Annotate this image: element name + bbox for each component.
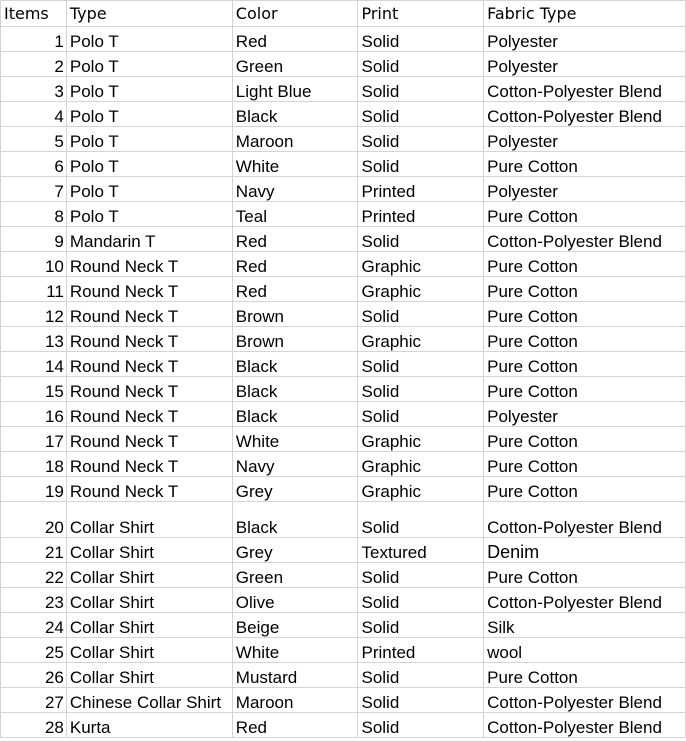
fabric-type-cell[interactable]: Pure Cotton (484, 563, 686, 588)
color-cell[interactable]: Teal (232, 202, 358, 227)
type-cell[interactable]: Round Neck T (66, 352, 232, 377)
fabric-type-cell[interactable]: Pure Cotton (484, 427, 686, 452)
type-cell[interactable]: Round Neck T (66, 327, 232, 352)
fabric-type-cell[interactable]: Pure Cotton (484, 252, 686, 277)
items-cell[interactable]: 8 (1, 202, 67, 227)
type-cell[interactable]: Polo T (66, 202, 232, 227)
table-row (1, 227, 686, 252)
fabric-type-cell[interactable]: wool (484, 638, 686, 663)
type-cell[interactable]: Round Neck T (66, 252, 232, 277)
print-cell[interactable]: Graphic (358, 477, 484, 502)
table-row (1, 177, 686, 202)
header-cell-print[interactable]: Print (358, 1, 484, 27)
type-cell[interactable]: Round Neck T (66, 477, 232, 502)
table-row (1, 713, 686, 738)
table-row (1, 327, 686, 352)
table-row (1, 127, 686, 152)
items-cell[interactable]: 2 (1, 52, 67, 77)
table-row (1, 152, 686, 177)
table-row (1, 427, 686, 452)
print-cell[interactable]: Solid (358, 502, 484, 538)
color-cell[interactable]: Green (232, 563, 358, 588)
print-cell[interactable]: Solid (358, 152, 484, 177)
type-cell[interactable]: Polo T (66, 52, 232, 77)
type-cell[interactable]: Collar Shirt (66, 563, 232, 588)
table-row (1, 377, 686, 402)
color-cell[interactable]: Brown (232, 302, 358, 327)
print-cell[interactable]: Printed (358, 638, 484, 663)
print-cell[interactable]: Solid (358, 588, 484, 613)
fabric-type-cell[interactable]: Cotton-Polyester Blend (484, 688, 686, 713)
type-cell[interactable]: Chinese Collar Shirt (66, 688, 232, 713)
items-cell[interactable]: 19 (1, 477, 67, 502)
fabric-type-cell[interactable]: Polyester (484, 27, 686, 52)
fabric-type-cell[interactable]: Pure Cotton (484, 452, 686, 477)
table-row (1, 102, 686, 127)
items-cell[interactable]: 21 (1, 538, 67, 563)
table-row (1, 563, 686, 588)
fabric-type-cell[interactable]: Pure Cotton (484, 202, 686, 227)
print-cell[interactable]: Graphic (358, 252, 484, 277)
color-cell[interactable]: Navy (232, 452, 358, 477)
print-cell[interactable]: Solid (358, 77, 484, 102)
print-cell[interactable]: Graphic (358, 327, 484, 352)
fabric-type-cell[interactable]: Polyester (484, 52, 686, 77)
type-cell[interactable]: Polo T (66, 102, 232, 127)
items-cell[interactable]: 11 (1, 277, 67, 302)
items-cell[interactable]: 17 (1, 427, 67, 452)
items-cell[interactable]: 1 (1, 27, 67, 52)
items-cell[interactable]: 15 (1, 377, 67, 402)
table-row (1, 663, 686, 688)
print-cell[interactable]: Graphic (358, 452, 484, 477)
color-cell[interactable]: Black (232, 102, 358, 127)
type-cell[interactable]: Collar Shirt (66, 588, 232, 613)
fabric-type-cell[interactable]: Pure Cotton (484, 477, 686, 502)
items-cell[interactable]: 23 (1, 588, 67, 613)
type-cell[interactable]: Mandarin T (66, 227, 232, 252)
items-cell[interactable]: 25 (1, 638, 67, 663)
color-cell[interactable]: Mustard (232, 663, 358, 688)
items-cell[interactable]: 9 (1, 227, 67, 252)
print-cell[interactable]: Solid (358, 227, 484, 252)
print-cell[interactable]: Solid (358, 402, 484, 427)
type-cell[interactable]: Polo T (66, 27, 232, 52)
color-cell[interactable]: Maroon (232, 688, 358, 713)
print-cell[interactable]: Solid (358, 302, 484, 327)
type-cell[interactable]: Polo T (66, 127, 232, 152)
print-cell[interactable]: Solid (358, 102, 484, 127)
color-cell[interactable]: Red (232, 277, 358, 302)
type-cell[interactable]: Round Neck T (66, 377, 232, 402)
print-cell[interactable]: Solid (358, 688, 484, 713)
items-cell[interactable]: 24 (1, 613, 67, 638)
table-row (1, 477, 686, 502)
items-cell[interactable]: 4 (1, 102, 67, 127)
items-cell[interactable]: 12 (1, 302, 67, 327)
color-cell[interactable]: Black (232, 502, 358, 538)
table-row (1, 352, 686, 377)
type-cell[interactable]: Collar Shirt (66, 663, 232, 688)
table-row (1, 613, 686, 638)
print-cell[interactable]: Solid (358, 127, 484, 152)
fabric-type-cell[interactable]: Cotton-Polyester Blend (484, 502, 686, 538)
fabric-type-cell[interactable]: Cotton-Polyester Blend (484, 77, 686, 102)
print-cell[interactable]: Printed (358, 202, 484, 227)
type-cell[interactable]: Round Neck T (66, 427, 232, 452)
color-cell[interactable]: Maroon (232, 127, 358, 152)
table-row (1, 502, 686, 538)
print-cell[interactable]: Solid (358, 352, 484, 377)
header-row (1, 1, 686, 27)
type-cell[interactable]: Collar Shirt (66, 538, 232, 563)
table-row (1, 538, 686, 563)
fabric-type-cell[interactable]: Pure Cotton (484, 327, 686, 352)
print-cell[interactable]: Printed (358, 177, 484, 202)
table-row (1, 27, 686, 52)
header-cell-color[interactable]: Color (232, 1, 358, 27)
fabric-type-cell[interactable]: Pure Cotton (484, 302, 686, 327)
table-row (1, 638, 686, 663)
color-cell[interactable]: Grey (232, 538, 358, 563)
table-row (1, 302, 686, 327)
header-cell-fabric-type[interactable]: Fabric Type (484, 1, 686, 27)
items-cell[interactable]: 18 (1, 452, 67, 477)
type-cell[interactable]: Collar Shirt (66, 638, 232, 663)
items-cell[interactable]: 5 (1, 127, 67, 152)
type-cell[interactable]: Round Neck T (66, 277, 232, 302)
color-cell[interactable]: White (232, 638, 358, 663)
color-cell[interactable]: Black (232, 377, 358, 402)
items-cell[interactable]: 16 (1, 402, 67, 427)
print-cell[interactable]: Graphic (358, 277, 484, 302)
type-cell[interactable]: Polo T (66, 152, 232, 177)
fabric-type-cell[interactable]: Polyester (484, 402, 686, 427)
print-cell[interactable]: Solid (358, 377, 484, 402)
table-row (1, 77, 686, 102)
items-cell[interactable]: 28 (1, 713, 67, 738)
table-row (1, 452, 686, 477)
items-cell[interactable]: 27 (1, 688, 67, 713)
type-cell[interactable]: Collar Shirt (66, 613, 232, 638)
items-cell[interactable]: 7 (1, 177, 67, 202)
items-cell[interactable]: 3 (1, 77, 67, 102)
fabric-type-cell[interactable]: Pure Cotton (484, 152, 686, 177)
color-cell[interactable]: Beige (232, 613, 358, 638)
print-cell[interactable]: Graphic (358, 427, 484, 452)
color-cell[interactable]: Navy (232, 177, 358, 202)
fabric-type-cell[interactable]: Polyester (484, 127, 686, 152)
print-cell[interactable]: Solid (358, 52, 484, 77)
type-cell[interactable]: Round Neck T (66, 302, 232, 327)
header-cell-type[interactable]: Type (66, 1, 232, 27)
print-cell[interactable]: Solid (358, 563, 484, 588)
table-row (1, 688, 686, 713)
color-cell[interactable]: Black (232, 352, 358, 377)
fabric-type-cell[interactable]: Cotton-Polyester Blend (484, 102, 686, 127)
items-cell[interactable]: 14 (1, 352, 67, 377)
color-cell[interactable]: Olive (232, 588, 358, 613)
table-row (1, 202, 686, 227)
items-cell[interactable]: 20 (1, 502, 67, 538)
items-cell[interactable]: 10 (1, 252, 67, 277)
type-cell[interactable]: Round Neck T (66, 402, 232, 427)
print-cell[interactable]: Solid (358, 713, 484, 738)
items-cell[interactable]: 13 (1, 327, 67, 352)
header-cell-items[interactable]: Items (1, 1, 67, 27)
table-row (1, 252, 686, 277)
color-cell[interactable]: White (232, 427, 358, 452)
print-cell[interactable]: Textured (358, 538, 484, 563)
type-cell[interactable]: Polo T (66, 77, 232, 102)
items-cell[interactable]: 22 (1, 563, 67, 588)
fabric-type-cell[interactable]: Cotton-Polyester Blend (484, 227, 686, 252)
table-row (1, 52, 686, 77)
items-cell[interactable]: 26 (1, 663, 67, 688)
print-cell[interactable]: Solid (358, 663, 484, 688)
color-cell[interactable]: Black (232, 402, 358, 427)
fabric-type-cell[interactable]: Silk (484, 613, 686, 638)
fabric-type-cell[interactable]: Pure Cotton (484, 663, 686, 688)
fabric-type-cell[interactable]: Cotton-Polyester Blend (484, 588, 686, 613)
table-body (1, 27, 686, 738)
table-row (1, 277, 686, 302)
color-cell[interactable]: Red (232, 27, 358, 52)
color-cell[interactable]: Light Blue (232, 77, 358, 102)
type-cell[interactable]: Round Neck T (66, 452, 232, 477)
type-cell[interactable]: Polo T (66, 177, 232, 202)
fabric-type-cell[interactable]: Pure Cotton (484, 377, 686, 402)
color-cell[interactable]: Red (232, 252, 358, 277)
print-cell[interactable]: Solid (358, 27, 484, 52)
items-cell[interactable]: 6 (1, 152, 67, 177)
fabric-type-cell[interactable]: Polyester (484, 177, 686, 202)
fabric-type-cell[interactable]: Denim (484, 538, 686, 563)
table-row (1, 588, 686, 613)
print-cell[interactable]: Solid (358, 613, 484, 638)
type-cell[interactable]: Kurta (66, 713, 232, 738)
color-cell[interactable]: Green (232, 52, 358, 77)
table-row (1, 402, 686, 427)
color-cell[interactable]: Red (232, 713, 358, 738)
type-cell[interactable]: Collar Shirt (66, 502, 232, 538)
fabric-type-cell[interactable]: Pure Cotton (484, 352, 686, 377)
fabric-type-cell[interactable]: Cotton-Polyester Blend (484, 713, 686, 738)
color-cell[interactable]: Brown (232, 327, 358, 352)
color-cell[interactable]: White (232, 152, 358, 177)
fabric-type-cell[interactable]: Pure Cotton (484, 277, 686, 302)
color-cell[interactable]: Red (232, 227, 358, 252)
color-cell[interactable]: Grey (232, 477, 358, 502)
